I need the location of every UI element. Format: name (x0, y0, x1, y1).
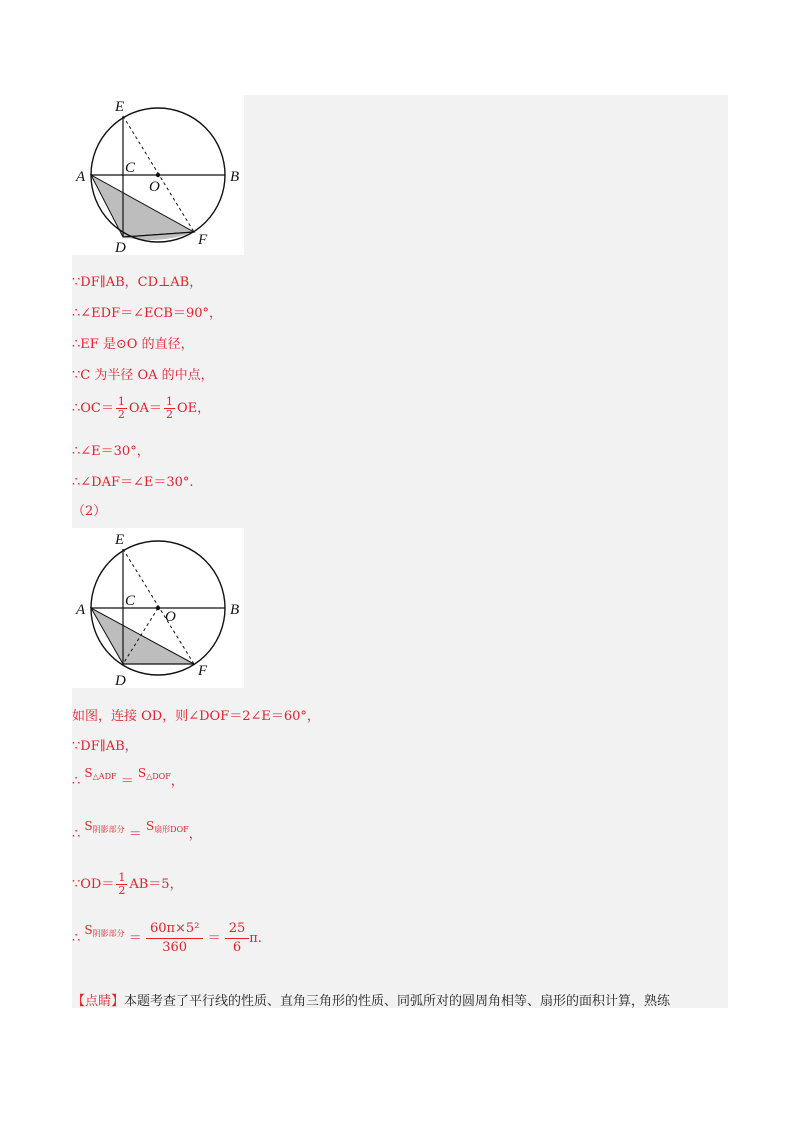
label-a: A (76, 169, 86, 185)
figure-2-svg (72, 528, 244, 688)
label-e: E (115, 99, 125, 115)
figure-2 (72, 528, 244, 688)
fraction-sector-area: $\frac{\text{60π×5²}}{360}$ (146, 920, 203, 957)
part2-line6: ∴ S阴影部分 ＝ $\frac{\text{60π×5²}}{360}$ ＝ $\frac{25}{6}$ π. (72, 921, 262, 955)
part1-line3: ∴EF 是⊙O 的直径， (72, 337, 194, 352)
label-b: B (230, 169, 240, 185)
part1-line2: ∴∠EDF＝∠ECB＝90°， (72, 306, 223, 321)
figure-1 (72, 95, 244, 255)
shaded-region (91, 175, 194, 237)
label-c: C (125, 160, 136, 176)
figure-1-svg (72, 95, 244, 255)
label-d: D (115, 240, 126, 255)
part2-line2: ∵DF∥AB， (72, 739, 138, 754)
label-f: F (198, 663, 208, 679)
shaded-region (91, 608, 194, 664)
label-d: D (115, 673, 126, 688)
part2-line5: ∵OD＝ $\frac{1}{2}$ AB＝5， (72, 871, 183, 897)
fraction-half-2: $\frac{1}{2}$ (165, 395, 173, 421)
label-e: E (115, 532, 125, 548)
part2-line1: 如图，连接 OD，则∠DOF＝2∠E＝60°， (72, 709, 320, 724)
part1-line7: ∴∠DAF＝∠E＝30°. (72, 475, 194, 490)
comment-tag: 【点睛】 (72, 994, 125, 1009)
label-b: B (230, 602, 240, 618)
comment-line (72, 990, 670, 1009)
label-a: A (76, 602, 86, 618)
part1-line5: ∴OC＝ $\frac{1}{2}$ OA＝ $\frac{1}{2}$ OE， (72, 395, 211, 421)
part1-line6: ∴∠E＝30°， (72, 444, 150, 459)
part2-line4: ∴ S阴影部分 ＝ S扇形DOF， (72, 819, 202, 842)
fraction-result: $\frac{25}{6}$ (225, 920, 250, 957)
fraction-half-1: $\frac{1}{2}$ (117, 395, 125, 421)
comment-text: 本题考查了平行线的性质、直角三角形的性质、同弧所对的圆周角相等、扇形的面积计算，熟练 (124, 994, 671, 1009)
label-o: O (165, 609, 176, 625)
fraction-half-3: $\frac{1}{2}$ (118, 871, 126, 897)
part2-line3: ∴ S△ADF ＝ S△DOF， (72, 766, 184, 789)
label-f: F (198, 232, 208, 248)
part1-line1: ∵DF∥AB，CD⊥AB， (72, 275, 203, 290)
center-dot (156, 173, 160, 177)
label-c: C (125, 593, 136, 609)
center-dot (156, 606, 160, 610)
part2-label: （2） (72, 504, 107, 519)
part1-line4: ∵C 为半径 OA 的中点， (72, 368, 214, 383)
label-o: O (149, 179, 160, 195)
